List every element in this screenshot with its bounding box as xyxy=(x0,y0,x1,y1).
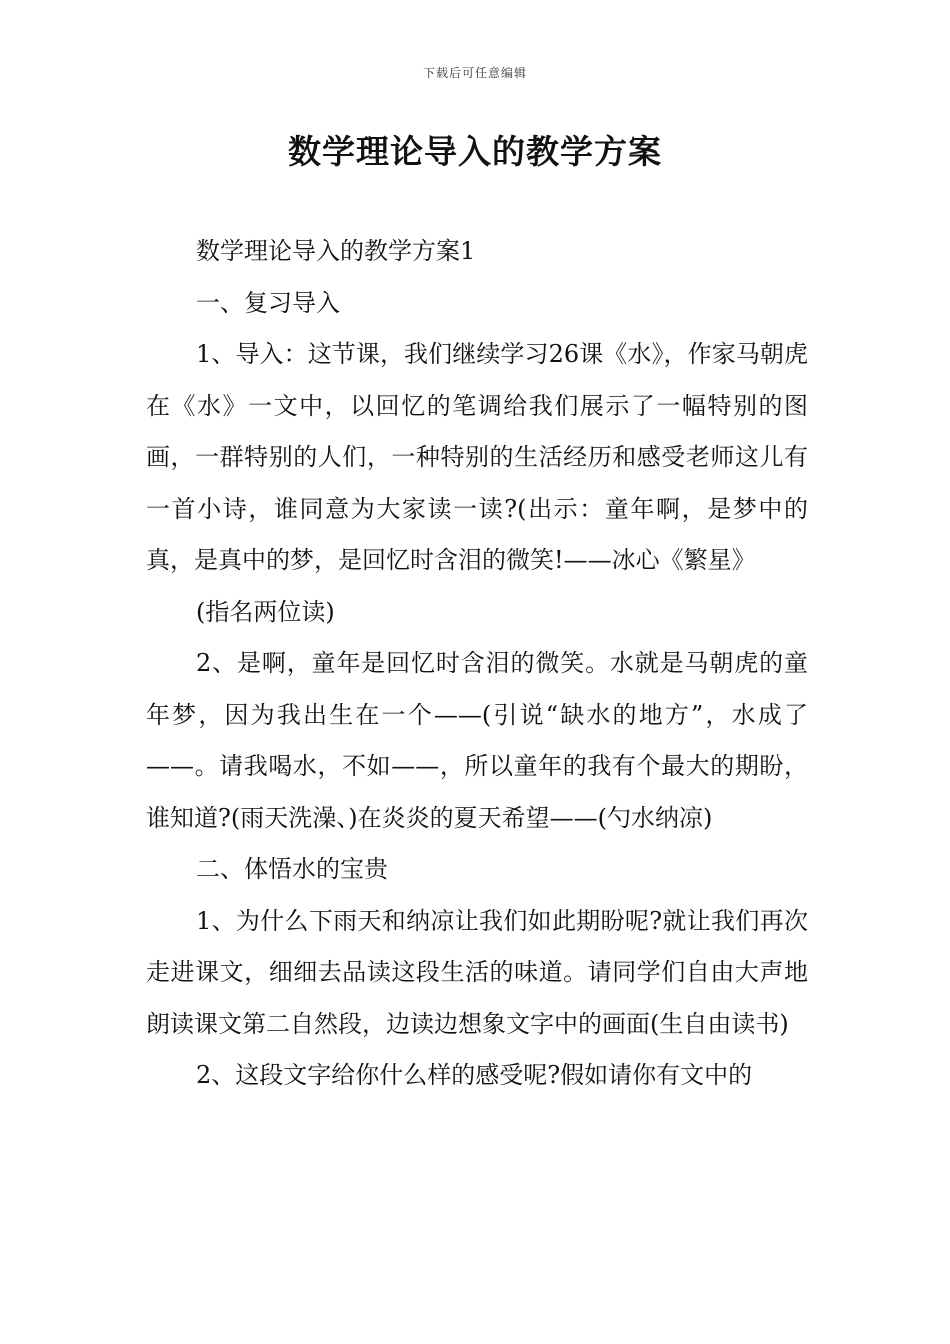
subsection-heading: 一、复习导入 xyxy=(196,288,340,317)
document-body xyxy=(146,226,808,1102)
paragraph: 2、是啊，童年是回忆时含泪的微笑。水就是马朝虎的童年梦，因为我出生在一个——(引说“缺水的地方”，水成了——。请我喝水，不如——，所以童年的我有个最大的期盼，谁知道?(雨天洗澡、)在炎炎的夏天希望——(勺水纳凉) xyxy=(146,649,808,832)
paragraph: 2、这段文字给你什么样的感受呢?假如请你有文中的 xyxy=(196,1061,753,1089)
section-heading: 数学理论导入的教学方案1 xyxy=(196,237,476,265)
subsection-heading: 二、体悟水的宝贵 xyxy=(196,855,388,883)
page-title: 数学理论导入的教学方案 xyxy=(288,132,662,171)
header-note: 下载后可任意编辑 xyxy=(422,66,527,80)
paragraph: 1、为什么下雨天和纳凉让我们如此期盼呢?就让我们再次走进课文，细细去品读这段生活的味道。请同学们自由大声地朗读课文第二自然段，边读边想象文字中的画面(生自由读书) xyxy=(146,906,808,1038)
paragraph: 1、导入：这节课，我们继续学习26课《水》，作家马朝虎在《水》一文中，以回忆的笔调给我们展示了一幅特别的图画，一群特别的人们，一种特别的生活经历和感受老师这儿有一首小诗，谁同意为大家读一读?(出示：童年啊，是梦中的真，是真中的梦，是回忆时含泪的微笑!——冰心《繁星》 xyxy=(146,340,808,574)
paragraph: (指名两位读) xyxy=(196,597,335,626)
